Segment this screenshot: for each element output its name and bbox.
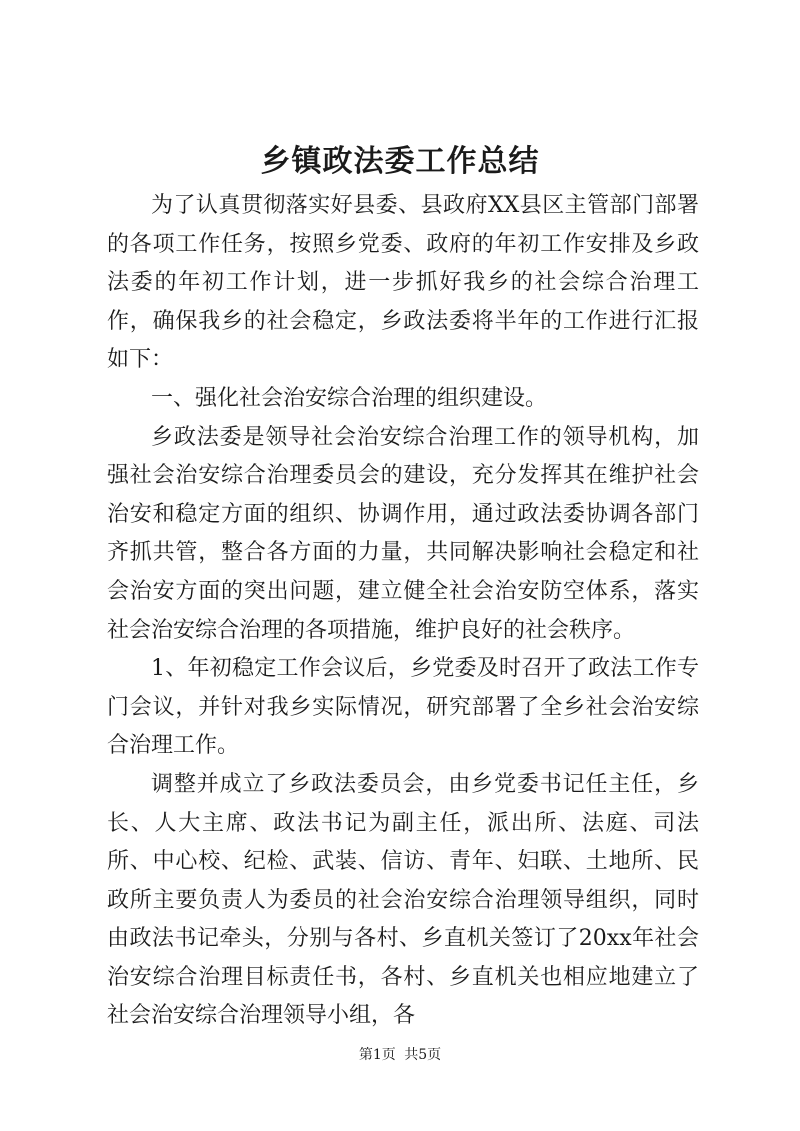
page-footer (0, 1045, 800, 1065)
document-body (107, 187, 699, 1036)
paragraph-committee: 调整并成立了乡政法委员会，由乡党委书记任主任，乡长、人大主席、政法书记为副主任，派出所、法庭、司法所、中心校、纪检、武装、信访、青年、妇联、土地所、民政所主要负责人为委员的社会治安综合治理领导组织，同时由政法书记牵头，分别与各村、乡直机关签订了20xx年社会治安综合治理目标责任书，各村、乡直机关也相应地建立了社会治安综合治理领导小组，各 (107, 771, 699, 1029)
paragraph-intro: 为了认真贯彻落实好县委、县政府XX县区主管部门部署的各项工作任务，按照乡党委、政府的年初工作安排及乡政法委的年初工作计划，进一步抓好我乡的社会综合治理工作，确保我乡的社会稳定，乡政法委将半年的工作进行汇报如下： (107, 193, 699, 373)
page-number: 第1页 (358, 1047, 396, 1063)
section-heading-1: 一、强化社会治安综合治理的组织建设。 (151, 385, 548, 411)
paragraph-item-1: 1、年初稳定工作会议后，乡党委及时召开了政法工作专门会议，并针对我乡实际情况，研究部署了全乡社会治安综合治理工作。 (107, 656, 699, 759)
paragraph-organization: 乡政法委是领导社会治安综合治理工作的领导机构，加强社会治安综合治理委员会的建设，充分发挥其在维护社会治安和稳定方面的组织、协调作用，通过政法委协调各部门齐抓共管，整合各方面的力量，共同解决影响社会稳定和社会治安方面的突出问题，建立健全社会治安防空体系，落实社会治安综合治理的各项措施，维护良好的社会秩序。 (107, 424, 699, 643)
page-total: 共5页 (404, 1047, 442, 1063)
page-title: 乡镇政法委工作总结 (260, 144, 540, 179)
